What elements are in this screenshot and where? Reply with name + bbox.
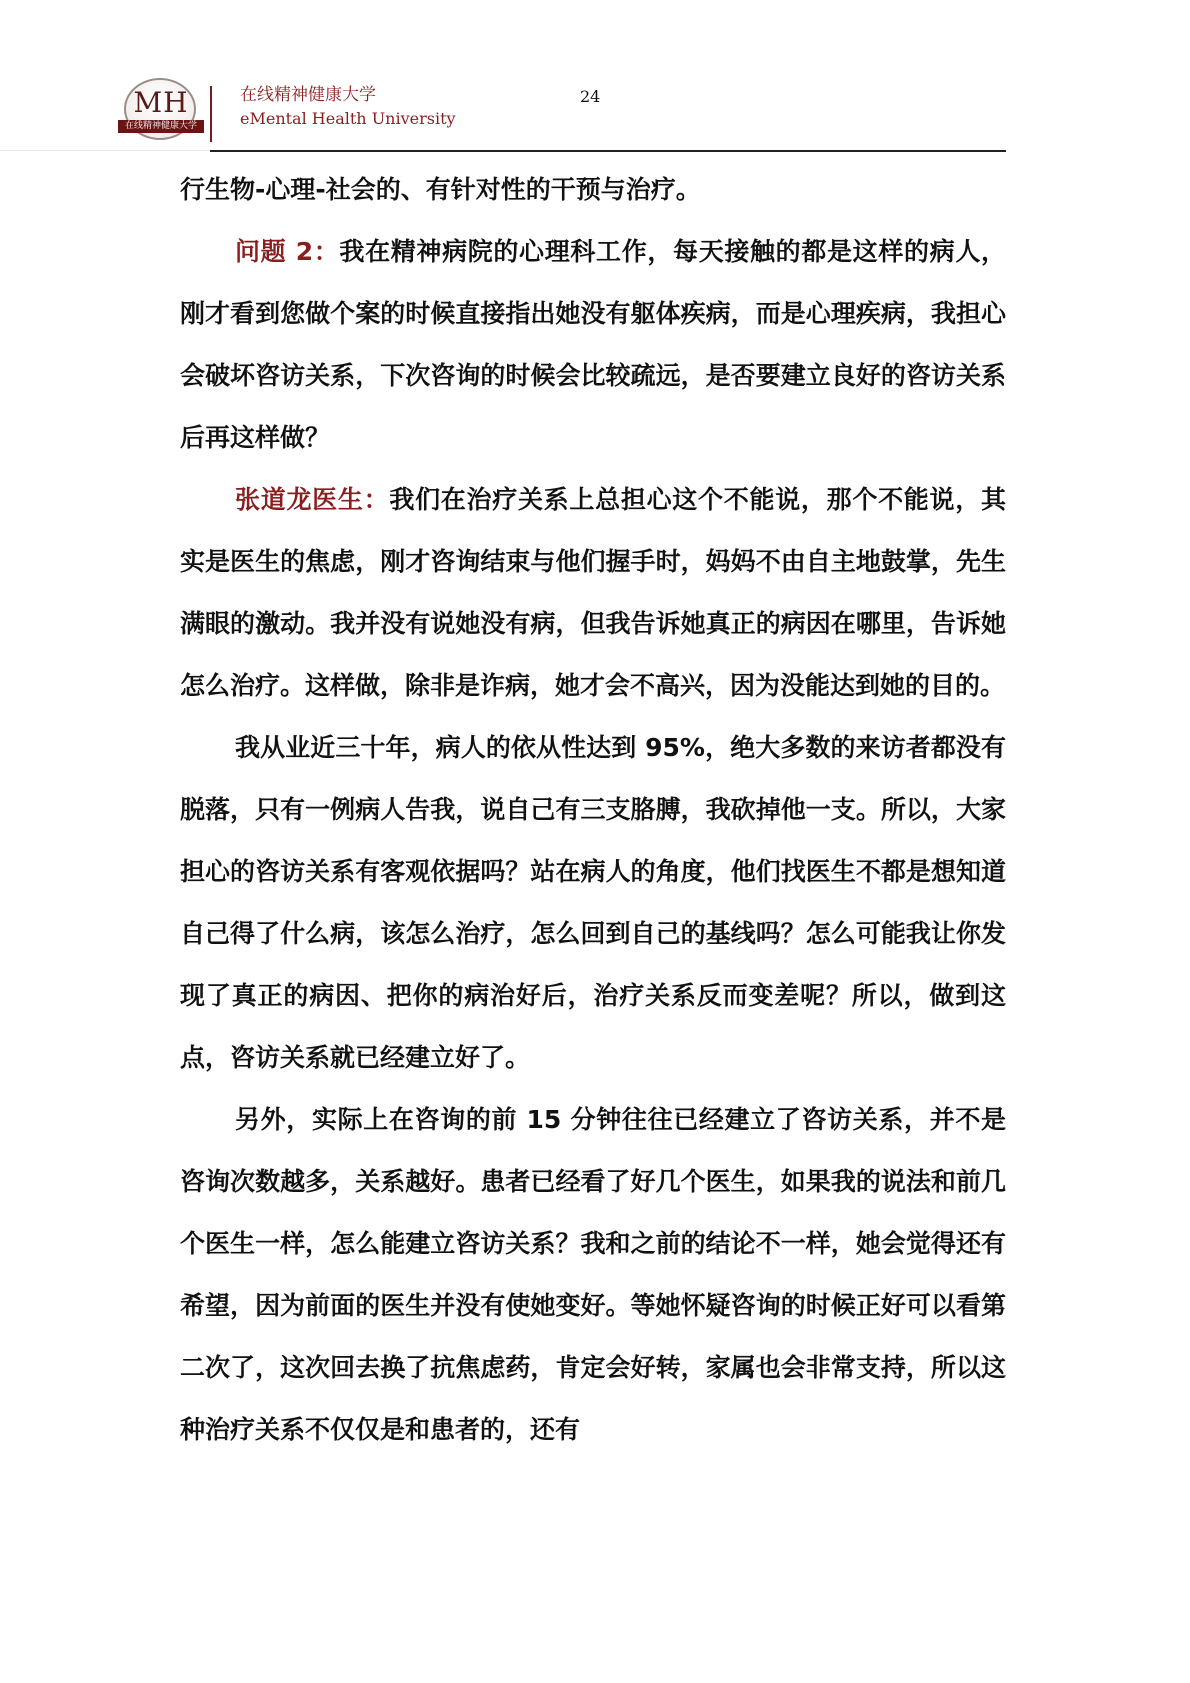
question-label: 问题 2： bbox=[235, 237, 340, 266]
page-number: 24 bbox=[580, 87, 601, 106]
logo-banner: 在线精神健康大学 bbox=[118, 120, 204, 133]
speaker-label: 张道龙医生： bbox=[235, 485, 390, 514]
paragraph bbox=[180, 717, 1006, 1089]
org-name-english: eMental Health University bbox=[240, 109, 456, 128]
answer-paragraph bbox=[180, 469, 1006, 717]
page-header bbox=[0, 0, 1190, 160]
logo-monogram: MH bbox=[133, 86, 189, 119]
question-text: 我在精神病院的心理科工作，每天接触的都是这样的病人，刚才看到您做个案的时候直接指出她没有躯体疾病，而是心理疾病，我担心会破坏咨访关系，下次咨询的时候会比较疏远，是否要建立良好的咨访关系后再这样做？ bbox=[180, 237, 1006, 452]
header-rule bbox=[210, 150, 1006, 152]
header-divider bbox=[210, 86, 212, 142]
paragraph bbox=[180, 1089, 1006, 1461]
paragraph-text: 另外，实际上在咨询的前 15 分钟往往已经建立了咨访关系，并不是咨询次数越多，关系越好。患者已经看了好几个医生，如果我的说法和前几个医生一样，怎么能建立咨访关系？我和之前的结论不一样，她会觉得还有希望，因为前面的医生并没有使她变好。等她怀疑咨询的时候正好可以看第二次了，这次回去换了抗焦虑药，肯定会好转，家属也会非常支持，所以这种治疗关系不仅仅是和患者的，还有 bbox=[180, 1105, 1006, 1444]
document-body bbox=[180, 159, 1006, 1461]
paragraph-text: 行生物-心理-社会的、有针对性的干预与治疗。 bbox=[180, 175, 701, 204]
question-paragraph bbox=[180, 221, 1006, 469]
paragraph-continuation bbox=[180, 159, 1006, 221]
org-name-chinese: 在线精神健康大学 bbox=[240, 85, 376, 105]
university-logo bbox=[118, 78, 204, 144]
header-faint-rule bbox=[0, 150, 210, 151]
answer-text: 我们在治疗关系上总担心这个不能说，那个不能说，其实是医生的焦虑，刚才咨询结束与他们握手时，妈妈不由自主地鼓掌，先生满眼的激动。我并没有说她没有病，但我告诉她真正的病因在哪里，告诉她怎么治疗。这样做，除非是诈病，她才会不高兴，因为没能达到她的目的。 bbox=[180, 485, 1006, 700]
paragraph-text: 我从业近三十年，病人的依从性达到 95%，绝大多数的来访者都没有脱落，只有一例病人告我，说自己有三支胳膊，我砍掉他一支。所以，大家担心的咨访关系有客观依据吗？站在病人的角度，他们找医生不都是想知道自己得了什么病，该怎么治疗，怎么回到自己的基线吗？怎么可能我让你发现了真正的病因、把你的病治好后，治疗关系反而变差呢？所以，做到这点，咨访关系就已经建立好了。 bbox=[180, 733, 1006, 1072]
